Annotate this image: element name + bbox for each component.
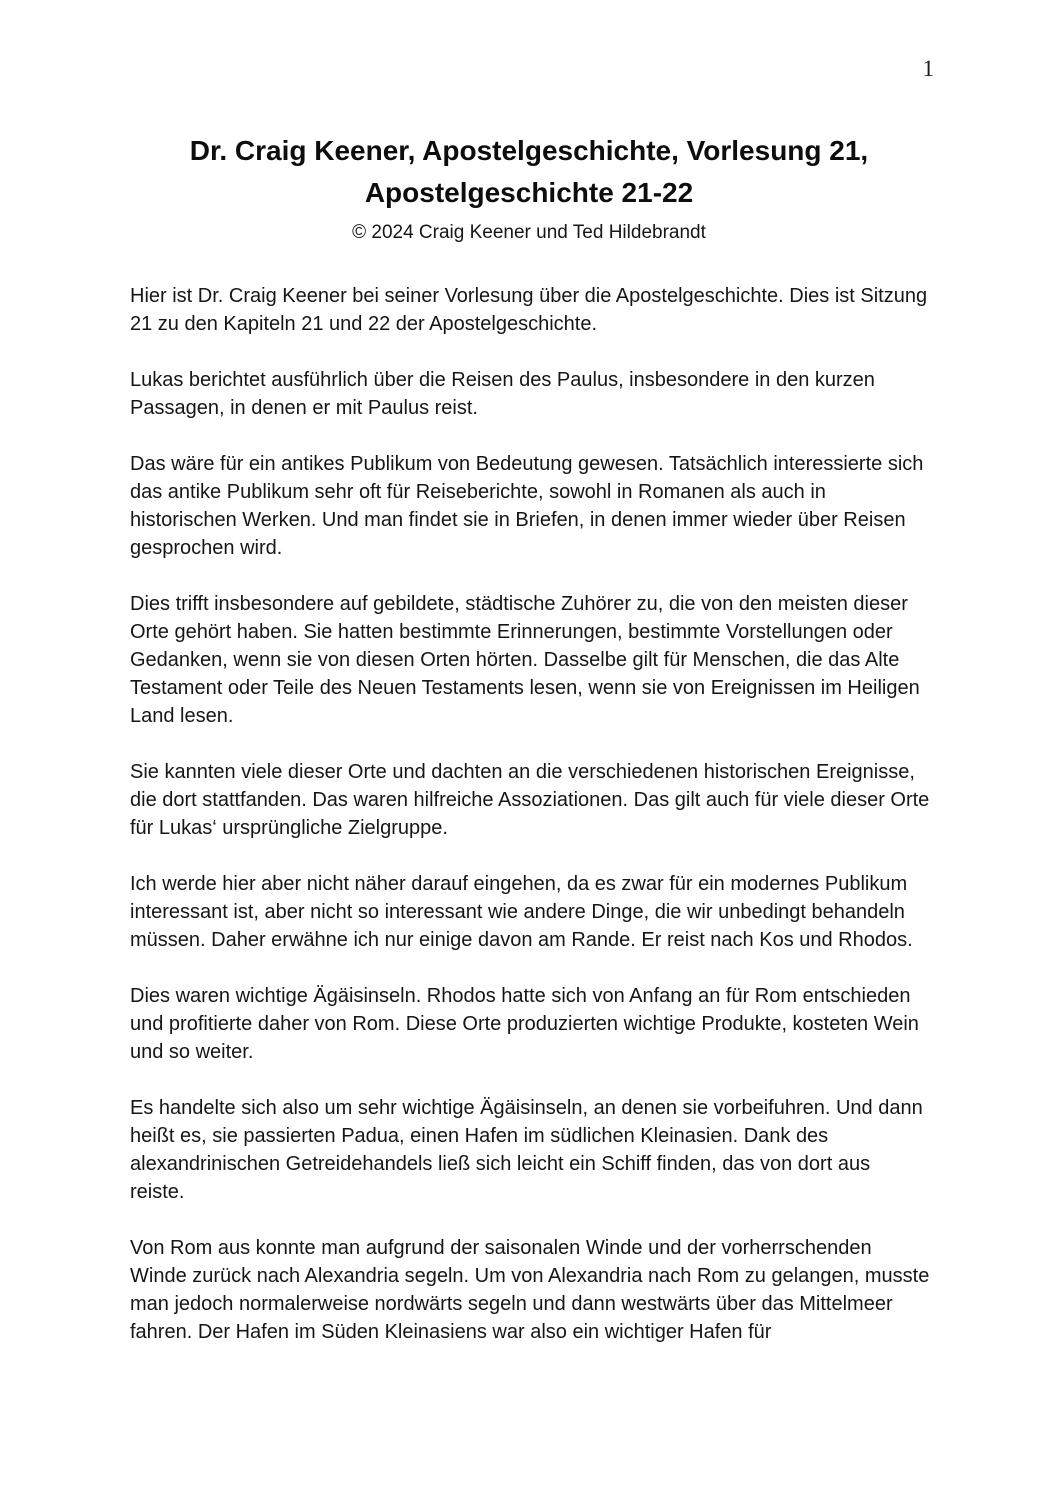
paragraph-7: Dies waren wichtige Ägäisinseln. Rhodos hatte sich von Anfang an für Rom entschieden und profitierte daher von Rom. Diese Orte produzierten wichtige Produkte, kosteten Wein und so weiter. xyxy=(130,985,919,1063)
paragraph-8: Es handelte sich also um sehr wichtige Ägäisinseln, an denen sie vorbeifuhren. Und dann heißt es, sie passierten Padua, einen Hafen im südlichen Kleinasien. Dank des alexandrinischen Getreidehandels ließ sich leicht ein Schiff finden, das von dort aus reiste. xyxy=(130,1097,923,1203)
paragraph-9: Von Rom aus konnte man aufgrund der saisonalen Winde und der vorherrschenden Winde zurück nach Alexandria segeln. Um von Alexandria nach Rom zu gelangen, musste man jedoch normalerweise nordwärts segeln und dann westwärts über das Mittelmeer fahren. Der Hafen im Süden Kleinasiens war also ein wichtiger Hafen für xyxy=(130,1237,930,1343)
paragraph-5: Sie kannten viele dieser Orte und dachten an die verschiedenen historischen Ereignisse, die dort stattfanden. Das waren hilfreiche Assoziationen. Das gilt auch für viele dieser Orte für Lukas‘ ursprüngliche Zielgruppe. xyxy=(130,761,930,839)
paragraph-4: Dies trifft insbesondere auf gebildete, städtische Zuhörer zu, die von den meisten dieser Orte gehört haben. Sie hatten bestimmte Erinnerungen, bestimmte Vorstellungen oder Gedanken, wenn sie von diesen Orten hörten. Dasselbe gilt für Menschen, die das Alte Testament oder Teile des Neuen Testaments lesen, wenn sie von Ereignissen im Heiligen Land lesen. xyxy=(130,593,920,727)
paragraph-2: Lukas berichtet ausführlich über die Reisen des Paulus, insbesondere in den kurzen Passagen, in denen er mit Paulus reist. xyxy=(130,369,875,419)
document-body xyxy=(130,282,930,1346)
document-title-line-2: Apostelgeschichte 21-22 xyxy=(364,177,694,208)
document-title-line-1: Dr. Craig Keener, Apostelgeschichte, Vorlesung 21, xyxy=(189,135,869,166)
paragraph-6: Ich werde hier aber nicht näher darauf eingehen, da es zwar für ein modernes Publikum interessant ist, aber nicht so interessant wie andere Dinge, die wir unbedingt behandeln müssen. Daher erwähne ich nur einige davon am Rande. Er reist nach Kos und Rhodos. xyxy=(130,873,913,951)
paragraph-3: Das wäre für ein antikes Publikum von Bedeutung gewesen. Tatsächlich interessierte sich das antike Publikum sehr oft für Reiseberichte, sowohl in Romanen als auch in historischen Werken. Und man findet sie in Briefen, in denen immer wieder über Reisen gesprochen wird. xyxy=(130,453,924,559)
page-number: 1 xyxy=(922,56,934,81)
document-header xyxy=(0,0,1058,248)
copyright-line: © 2024 Craig Keener und Ted Hildebrandt xyxy=(352,222,706,243)
paragraph-1: Hier ist Dr. Craig Keener bei seiner Vorlesung über die Apostelgeschichte. Dies ist Sitzung 21 zu den Kapiteln 21 und 22 der Apostelgeschichte. xyxy=(130,285,928,335)
